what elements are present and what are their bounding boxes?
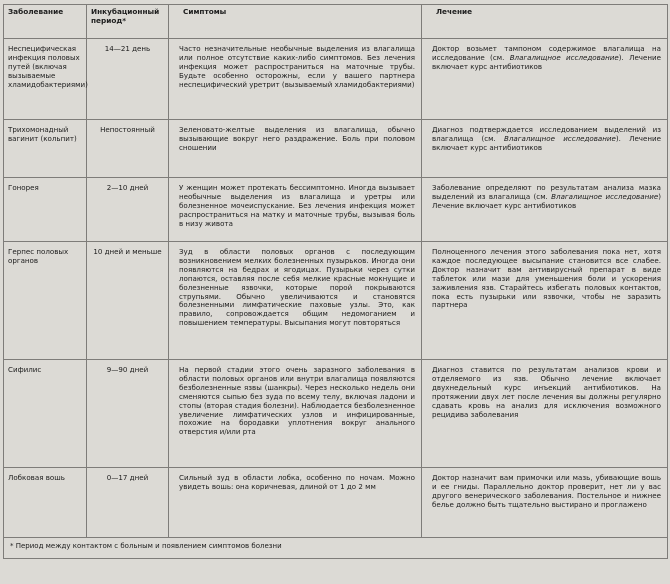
header-treatment: Лечение — [422, 5, 668, 39]
incubation-cell: 0—17 дней — [87, 468, 169, 538]
header-incubation: Инкубационный период* — [87, 5, 169, 39]
treatment-text: ). Лечение включает курс антибиотиков — [432, 133, 661, 152]
symptoms-cell: Зуд в области половых органов с последующим возникновением мелких болезненных пузырьков. Иногда они появляются на бедрах и ягодицах. Пузырьки через сутки лопаются, оставляя после себя мелкие красные мокнущие и болезненные язвочки, которые порой покрываются струпьями. Обычно увеличиваются и становятся болезненными лимфатические паховые узлы. Это, как правило, сопровождается общим недомоганием и повышением температуры. Высыпания могут повторяться — [169, 242, 422, 360]
header-symptoms: Симптомы — [169, 5, 422, 39]
treatment-cell — [422, 178, 668, 242]
treatment-cell — [422, 39, 668, 120]
disease-cell: Сифилис — [4, 360, 87, 468]
table-row — [4, 360, 668, 468]
treatment-cell — [422, 120, 668, 178]
table-row — [4, 178, 668, 242]
table-row — [4, 242, 668, 360]
symptoms-cell: На первой стадии этого очень заразного заболевания в области половых органов или внутри влагалища появляются безболезненные язвы (шанкры). Через несколько недель они сменяются сыпью без зуда по всему телу, включая ладони и стопы (вторая стадия болезни). Наблюдается безболезненное увеличение лимфатических узлов и инфицированные, похожие на бородавки уплотнения вокруг анального отверстия и/или рта — [169, 360, 422, 468]
treatment-cell: Полноценного лечения этого заболевания пока нет, хотя каждое последующее высыпание становится все слабее. Доктор назначит вам антивирусный препарат в виде таблеток или мази для уменьшения боли и ускорения заживления язв. Старайтесь избегать половых контактов, пока есть пузырьки или язвочки, чтобы не заразить партнера — [422, 242, 668, 360]
disease-cell: Неспецифическая инфекция половых путей (включая вызываемые хламидобактериями) — [4, 39, 87, 120]
treatment-text: ) Лечение включает курс антибиотиков — [432, 191, 661, 210]
incubation-cell: 14—21 день — [87, 39, 169, 120]
incubation-cell: 10 дней и меньше — [87, 242, 169, 360]
symptoms-cell: Зеленовато-желтые выделения из влагалища, обычно вызывающие вокруг него раздражение. Боль при половом сношении — [169, 120, 422, 178]
incubation-cell: Непостоянный — [87, 120, 169, 178]
treatment-reference: Влагалищное исследование — [509, 52, 619, 62]
disease-cell: Гонорея — [4, 178, 87, 242]
table-row — [4, 468, 668, 538]
treatment-cell: Доктор назначит вам примочки или мазь, убивающие вошь и ее гниды. Параллельно доктор проверит, нет ли у вас другого венерического заболевания. Постельное и нижнее белье должно быть тщательно выстирано и проглажено — [422, 468, 668, 538]
disease-cell: Трихомонадный вагинит (кольпит) — [4, 120, 87, 178]
symptoms-cell: У женщин может протекать бессимптомно. Иногда вызывает необычные выделения из влагалища и уретры или болезненное мочеиспускание. Без лечения инфекция может распространиться на матку и маточные трубы, вызывая боль в низу живота — [169, 178, 422, 242]
treatment-reference: Влагалищное исследование — [551, 191, 659, 201]
header-disease: Заболевание — [4, 5, 87, 39]
treatment-text: Доктор возьмет тампоном содержимое влагалища на исследование (см. — [432, 44, 661, 62]
header-row — [4, 5, 668, 39]
disease-cell: Герпес половых органов — [4, 242, 87, 360]
treatment-text: Заболевание определяют по результатам анализа мазка выделений из влагалища (см. — [432, 183, 661, 201]
table-row — [4, 120, 668, 178]
treatment-text: ). Лечение включает курс антибиотиков — [432, 52, 661, 71]
table-row — [4, 39, 668, 120]
footnote-row — [4, 538, 668, 559]
symptoms-cell: Часто незначительные необычные выделения из влагалища или полное отсутствие каких-либо симптомов. Без лечения инфекция может распространиться на маточные трубы. Будьте особенно осторожны, если у вашего партнера неспецифический уретрит (вызываемый хламидобактериями) — [169, 39, 422, 120]
treatment-cell: Диагноз ставится по результатам анализов крови и отделяемого из язв. Обычно лечение включает двухнедельный курс инъекций антибиотиков. На протяжении двух лет после лечения вы должны регулярно сдавать кровь на анализ для исключения возможного рецидива заболевания — [422, 360, 668, 468]
disease-cell: Лобковая вошь — [4, 468, 87, 538]
incubation-cell: 9—90 дней — [87, 360, 169, 468]
footnote: * Период между контактом с больным и появлением симптомов болезни — [4, 538, 668, 559]
std-table — [3, 4, 668, 559]
incubation-cell: 2—10 дней — [87, 178, 169, 242]
treatment-reference: Влагалищное исследование — [504, 133, 616, 143]
treatment-text: Диагноз подтверждается исследованием выделений из влагалища (см. — [432, 125, 661, 143]
symptoms-cell: Сильный зуд в области лобка, особенно по ночам. Можно увидеть вошь: она коричневая, длиной от 1 до 2 мм — [169, 468, 422, 538]
